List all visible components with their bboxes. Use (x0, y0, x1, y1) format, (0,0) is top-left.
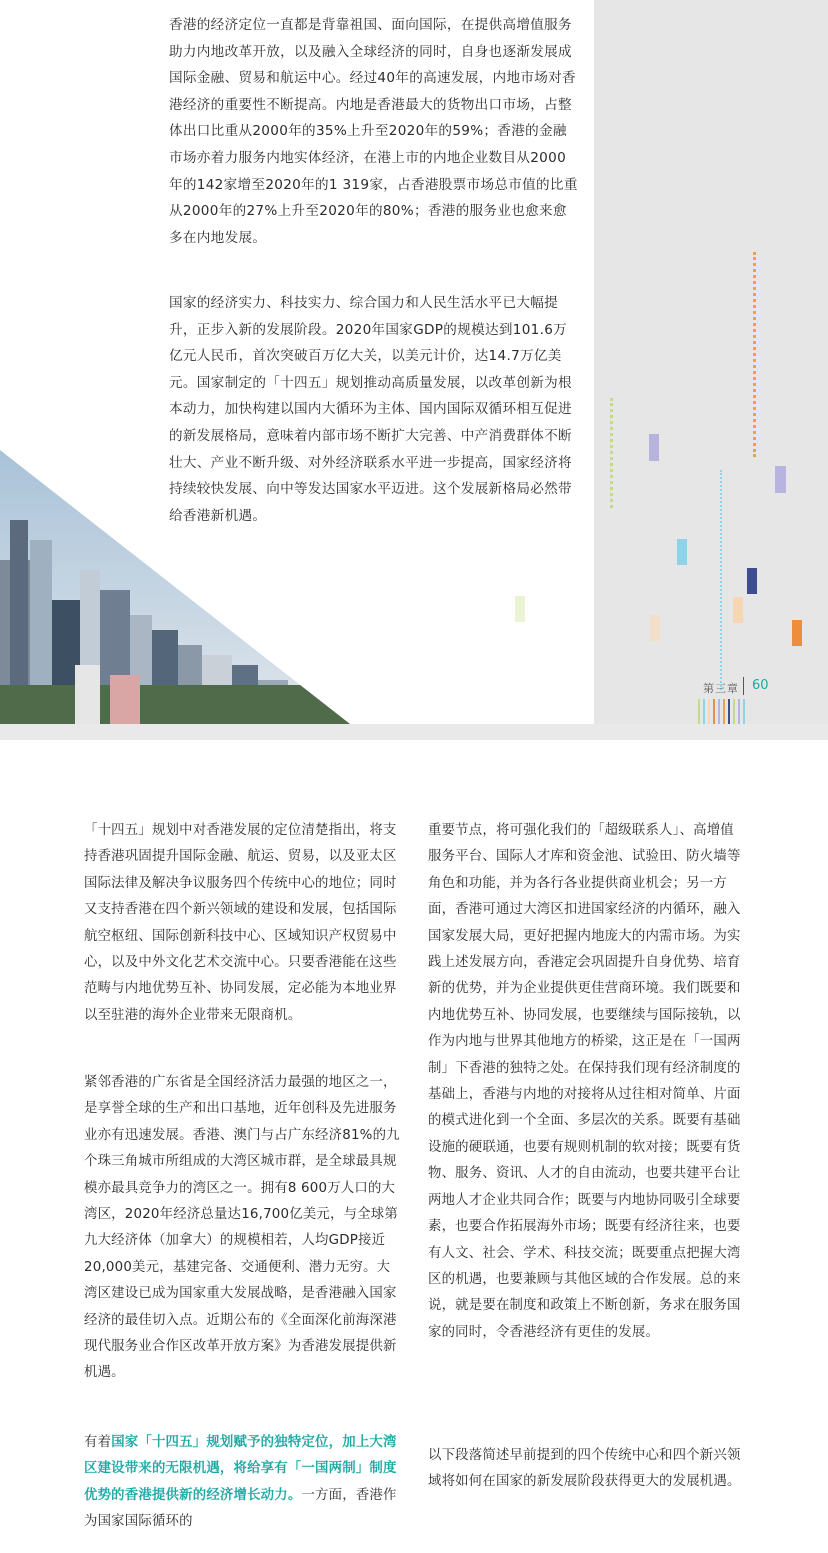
side-panel (594, 0, 828, 724)
page-bottom (0, 740, 828, 1553)
block-lavender (649, 434, 659, 461)
top-paragraph-1: 香港的经济定位一直都是背靠祖国、面向国际，在提供高增值服务助力内地改革开放，以及融入全球经济的同时，自身也逐渐发展成国际金融、贸易和航运中心。经过40年的高速发展，内地市场对香港经济的重要性不断提高。内地是香港最大的货物出口市场，占整体出口比重从2000年的35%上升至2020年的59%；香港的金融市场亦着力服务内地实体经济，在港上市的内地企业数目从2000年的142家增至2020年的1 319家，占香港股票市场总市值的比重从2000年的27%上升至2020年的80%；香港的服务业也愈来愈多在内地发展。 (169, 17, 578, 246)
block-peach (733, 597, 743, 623)
dotted-line-blue (720, 470, 722, 690)
block-lavender-right (775, 466, 786, 493)
chapter-label: 第三章 (703, 682, 739, 695)
left-paragraph-3 (84, 1430, 402, 1536)
footer-divider (743, 677, 744, 695)
left-paragraph-2: 紧邻香港的广东省是全国经济活力最强的地区之一，是享誉全球的生产和出口基地，近年创科及先进服务业亦有迅速发展。香港、澳门与占广东经济81%的九个珠三角城市所组成的大湾区城市群，是全球最具规模亦最具竞争力的湾区之一。拥有8 600万人口的大湾区，2020年经济总量达16,700亿美元，与全球第九大经济体（加拿大）的规模相若，人均GDP接近20,000美元，基建完备、交通便利、潜力无穷。大湾区建设已成为国家重大发展战略，是香港融入国家经济的最佳切入点。近期公布的《全面深化前海深港现代服务业合作区改革开放方案》为香港发展提供新机遇。 (84, 1075, 400, 1381)
block-light-peach (650, 615, 660, 641)
left-p3-highlight: 国家「十四五」规划赋予的独特定位，加上大湾区建设带来的无限机遇，将给享有「一国两制」制度优势的香港提供新的经济增长动力。 (84, 1435, 397, 1503)
page-top (0, 0, 828, 724)
block-navy (747, 568, 757, 594)
page-gap (0, 724, 828, 740)
block-orange (792, 620, 802, 646)
block-pale-green (515, 596, 525, 622)
right-paragraph-2: 以下段落简述早前提到的四个传统中心和四个新兴领域将如何在国家的新发展阶段获得更大的发展机遇。 (428, 1448, 741, 1490)
color-bars-decoration (698, 699, 748, 724)
left-p3-lead: 有着 (84, 1435, 112, 1450)
block-cyan (677, 539, 687, 565)
top-paragraph-2: 国家的经济实力、科技实力、综合国力和人民生活水平已大幅提升，正步入新的发展阶段。2020年国家GDP的规模达到101.6万亿元人民币，首次突破百万亿大关，以美元计价，达14.7万亿美元。国家制定的「十四五」规划推动高质量发展，以改革创新为根本动力，加快构建以国内大循环为主体、国内国际双循环相互促进的新发展格局，意味着内部市场不断扩大完善、中产消费群体不断壮大、产业不断升级、对外经济联系水平进一步提高，国家经济将持续较快发展、向中等发达国家水平迈进。这个发展新格局必然带给香港新机遇。 (169, 295, 572, 524)
page-number: 60 (752, 678, 769, 693)
left-paragraph-1: 「十四五」规划中对香港发展的定位清楚指出，将支持香港巩固提升国际金融、航运、贸易，以及亚太区国际法律及解决争议服务四个传统中心的地位；同时又支持香港在四个新兴领域的建设和发展，包括国际航空枢纽、国际创新科技中心、区域知识产权贸易中心，以及中外文化艺术交流中心。只要香港能在这些范畴与内地优势互补、协同发展，定必能为本地业界以至驻港的海外企业带来无限商机。 (84, 823, 397, 1023)
left-p3-tail: 一方面，香港作为国家国际循环的 (84, 1487, 397, 1530)
right-paragraph-1: 重要节点，将可强化我们的「超级联系人」、高增值服务平台、国际人才库和资金池、试验田、防火墙等角色和功能，并为各行各业提供商业机会；另一方面，香港可通过大湾区扣进国家经济的内循环，融入国家发展大局，更好把握内地庞大的内需市场。为实践上述发展方向，香港定会巩固提升自身优势、培育新的优势，并为企业提供更佳营商环境。我们既要和内地优势互补、协同发展，也要继续与国际接轨，以作为内地与世界其他地方的桥梁，这正是在「一国两制」下香港的独特之处。在保持我们现有经济制度的基础上，香港与内地的对接将从过往相对简单、片面的模式进化到一个全面、多层次的关系。既要有基础设施的硬联通，也要有规则机制的软对接；既要有货物、服务、资讯、人才的自由流动，也要共建平台让两地人才企业共同合作；既要与内地协同吸引全球要素，也要合作拓展海外市场；既要有经济往来，也要有人文、社会、学术、科技交流；既要重点把握大湾区的机遇，也要兼顾与其他区域的合作发展。总的来说，就是要在制度和政策上不断创新，务求在服务国家的同时，令香港经济有更佳的发展。 (428, 823, 741, 1340)
dotted-line-green (610, 398, 613, 508)
dotted-line-orange (753, 252, 756, 457)
